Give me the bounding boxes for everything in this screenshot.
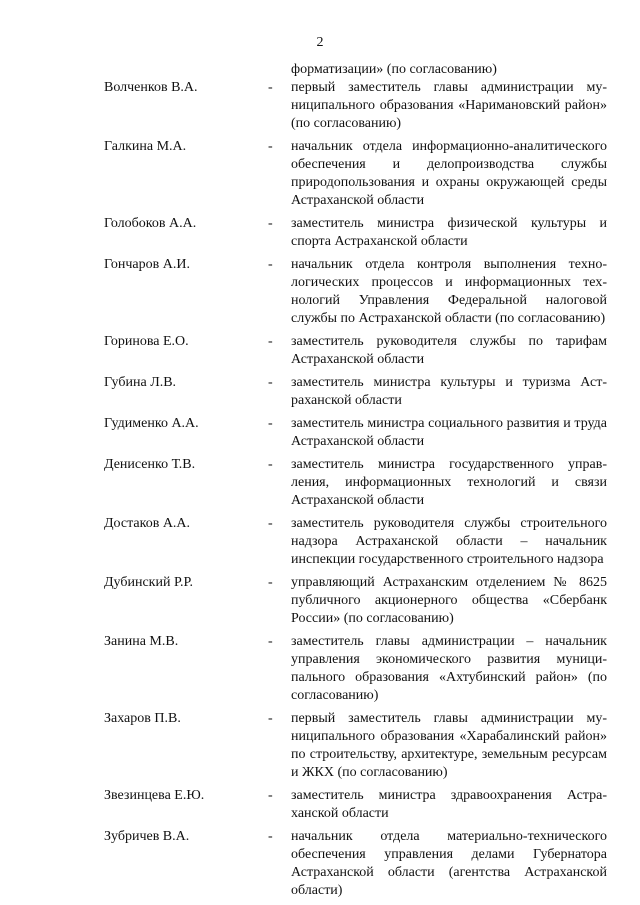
member-position: начальник отдела контроля выполнения технологических процессов и информационных технологий Управления Федеральной налоговой службы по Астраханской области (по согласованию) (291, 257, 607, 326)
member-name: Гончаров А.И. (104, 257, 190, 272)
member-position: управляющий Астраханским отделением № 8625 публичного акционерного общества «Сбербанк России» (по согласованию) (291, 575, 607, 626)
member-position: заместитель министра здравоохранения Астраханской области (291, 788, 607, 821)
list-item (0, 138, 640, 210)
member-position: первый заместитель главы администрации муниципального образования «Наримановский район» (по согласованию) (291, 80, 607, 131)
entry-dash: - (268, 139, 273, 154)
list-item (0, 456, 640, 510)
member-position: начальник отдела информационно-аналитического обеспечения и делопроизводства службы природопользования и охраны окружающей среды Астраханской области (291, 139, 607, 208)
member-position: заместитель министра государственного управления, информационных технологий и связи Астраханской области (291, 457, 607, 508)
list-item (0, 574, 640, 628)
list-item (0, 710, 640, 782)
entry-dash: - (268, 829, 273, 844)
member-position: заместитель руководителя службы строительного надзора Астраханской области – начальник инспекции государственного строительного надзора (291, 516, 607, 567)
entry-dash: - (268, 216, 273, 231)
member-position: заместитель главы администрации – начальник управления экономического развития муниципального образования «Ахтубинский район» (по согласованию) (291, 634, 607, 703)
member-name: Галкина М.А. (104, 139, 187, 154)
member-name: Гудименко А.А. (104, 416, 199, 431)
page-number: 2 (316, 35, 324, 50)
member-name: Денисенко Т.В. (104, 457, 196, 472)
list-item (0, 79, 640, 133)
member-position: первый заместитель главы администрации муниципального образования «Харабалинский район» по строительству, архитектуре, земельным ресурсам и ЖКХ (по согласованию) (291, 711, 607, 780)
entry-dash: - (268, 80, 273, 95)
member-name: Зубричев В.А. (104, 829, 190, 844)
list-item (0, 215, 640, 251)
member-name: Достаков А.А. (104, 516, 191, 531)
list-item (0, 415, 640, 451)
entry-dash: - (268, 575, 273, 590)
entry-dash: - (268, 516, 273, 531)
entry-dash: - (268, 257, 273, 272)
list-item (0, 828, 640, 900)
member-name: Волченков В.А. (104, 80, 198, 95)
entry-dash: - (268, 457, 273, 472)
member-position: заместитель министра физической культуры и спорта Астраханской области (291, 216, 607, 249)
entry-dash: - (268, 711, 273, 726)
entry-dash: - (268, 788, 273, 803)
member-list (0, 79, 640, 900)
list-item (0, 787, 640, 823)
list-item (0, 515, 640, 569)
member-name: Занина М.В. (104, 634, 179, 649)
continuation-text: форматизации» (по согласованию) (291, 62, 497, 77)
member-name: Захаров П.В. (104, 711, 181, 726)
list-item (0, 374, 640, 410)
list-item (0, 256, 640, 328)
entry-dash: - (268, 375, 273, 390)
entry-dash: - (268, 634, 273, 649)
member-name: Губина Л.В. (104, 375, 177, 390)
member-position: заместитель руководителя службы по тарифам Астраханской области (291, 334, 607, 367)
member-position: начальник отдела материально-технического обеспечения управления делами Губернатора Астраханской области (агентства Астраханской области) (291, 829, 607, 898)
list-item (0, 333, 640, 369)
entry-dash: - (268, 416, 273, 431)
member-name: Горинова Е.О. (104, 334, 189, 349)
member-name: Голобоков А.А. (104, 216, 197, 231)
entry-dash: - (268, 334, 273, 349)
member-position: заместитель министра культуры и туризма Астраханской области (291, 375, 607, 408)
member-position: заместитель министра социального развития и труда Астраханской области (291, 416, 607, 449)
member-name: Звезинцева Е.Ю. (104, 788, 205, 803)
member-name: Дубинский Р.Р. (104, 575, 194, 590)
list-item (0, 633, 640, 705)
